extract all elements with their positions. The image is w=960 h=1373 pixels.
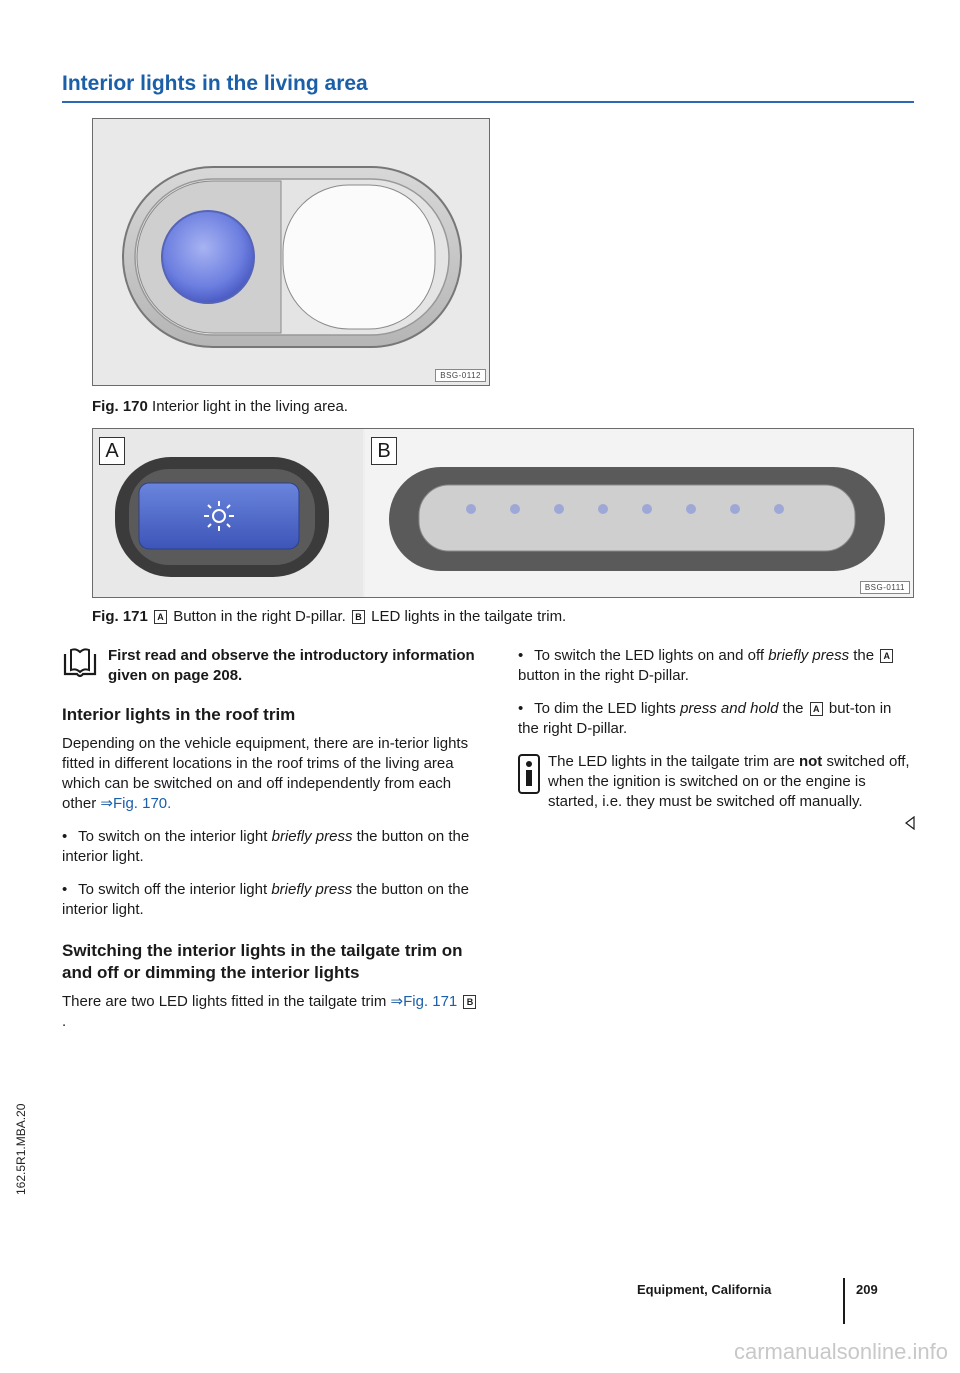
list-item-text: To switch the LED lights on and off [534,647,765,664]
info-note [518,752,914,812]
footer-section-name: Equipment, California [637,1282,772,1297]
list-item-text: To switch on the interior light [78,828,268,845]
paragraph-text: There are two LED lights fitted in the tailgate trim [62,993,387,1010]
emphasis: briefly press [768,647,850,664]
list-item-text: the button on the interior light. [62,828,470,865]
emphasis: briefly press [271,881,353,898]
caption-text-b: LED lights in the tailgate trim. [371,608,567,625]
list-item [62,880,482,920]
list-item-text: the button on the interior light. [62,881,469,918]
info-note-text [548,752,914,812]
figure-number: Fig. 170 [92,398,148,415]
label-b-box: B [463,995,476,1009]
section-heading-tailgate-trim: Switching the interior lights in the tailgate trim on and off or dimming the interior lights [62,941,463,982]
emphasis: press and hold [680,700,779,717]
pillar-button-and-led-illustration [93,429,913,597]
figure-number: Fig. 171 [92,608,148,625]
document-code: 162.5R1.MBA.20 [14,1103,28,1195]
panel-label-b: B [371,437,397,465]
figure-170-caption [92,398,348,415]
label-a-box: A [880,649,893,663]
info-text: The LED lights in the tailgate trim are [548,753,795,770]
section-heading-roof-trim: Interior lights in the roof trim [62,705,296,724]
info-text: switched off, when the ignition is switched on or the engine is started, i.e. they must be switched off manually. [548,753,910,810]
list-item-text: the [853,647,875,664]
figure-reference-link[interactable]: ⇒Fig. 170. [100,795,172,812]
intro-note-text: First read and observe the introductory information given on page 208. [108,647,475,684]
caption-text: Interior light in the living area. [152,398,348,415]
figure-171-image [92,428,914,598]
interior-light-illustration [93,119,489,385]
list-item [62,827,482,867]
end-of-section-icon [904,816,916,830]
info-emphasis: not [798,753,823,770]
list-item-text: but-ton in the right D-pillar. [518,700,892,737]
right-column [518,646,914,812]
figure-170-image [92,118,490,386]
emphasis: briefly press [271,828,353,845]
list-item-text: To dim the LED lights [534,700,676,717]
list-item [518,699,914,739]
paragraph-text: Depending on the vehicle equipment, there are in-terior lights fitted in different locations in the roof trims of the living area which can be switched on and off independently from each other [62,735,469,812]
list-item-text: To switch off the interior light [78,881,268,898]
label-a-box: A [154,610,167,624]
footer-divider [843,1278,845,1324]
figure-171-caption [92,608,566,625]
caption-text-a: Button in the right D-pillar. [173,608,346,625]
list-item-text: button in the right D-pillar. [518,667,689,684]
page-title: Interior lights in the living area [62,72,368,95]
title-rule [62,101,914,103]
list-item [518,646,914,686]
page-number: 209 [856,1282,878,1297]
paragraph [62,734,482,814]
punctuation: . [62,1013,67,1030]
intro-note [62,646,482,686]
figure-code: BSG-0112 [435,369,486,382]
left-column [62,646,482,1045]
label-b-box: B [352,610,365,624]
figure-code: BSG-0111 [860,581,910,594]
paragraph [62,992,482,1032]
watermark: carmanualsonline.info [733,1339,948,1364]
figure-reference-link[interactable]: ⇒Fig. 171 [390,993,458,1010]
open-book-icon [62,648,98,680]
list-item-text: the [782,700,804,717]
label-a-box: A [810,702,823,716]
panel-label-a: A [99,437,125,465]
info-icon [518,754,540,794]
